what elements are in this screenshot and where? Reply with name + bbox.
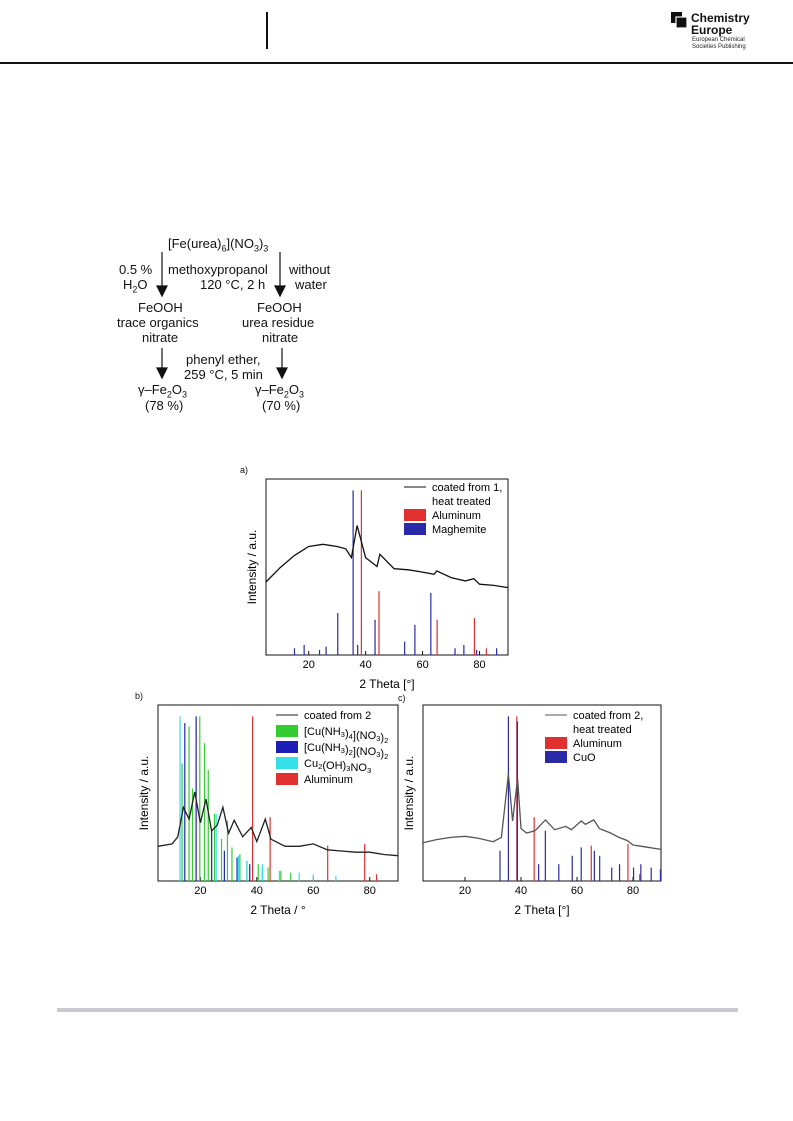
scheme-left-reagent1: 0.5 % <box>119 262 153 277</box>
panel-label-b: b) <box>135 691 144 701</box>
scheme-right-reagent1: without <box>289 262 331 277</box>
chart-a <box>240 473 520 703</box>
legend-label: [Cu(NH3)2](NO3)2 <box>304 742 389 761</box>
legend-swatch <box>404 509 426 521</box>
chart-c <box>395 699 670 929</box>
x-tick-label: 40 <box>250 885 263 897</box>
scheme-step2-a: phenyl ether, <box>186 352 261 367</box>
legend-swatch <box>545 737 567 749</box>
scheme-step2-b: 259 °C, 5 min <box>184 367 263 382</box>
legend-label: coated from 2 <box>304 710 372 722</box>
y-axis-label: Intensity / a.u. <box>245 529 259 605</box>
scheme-right-yield: (70 %) <box>262 398 301 413</box>
scheme-conditions1: 120 °C, 2 h <box>200 277 266 292</box>
scheme-right-reagent2: water <box>295 277 327 292</box>
brand-line1: Chemistry <box>691 11 750 25</box>
legend-swatch <box>276 741 298 753</box>
scheme-left-reagent2: $H_2O$ <box>123 277 148 295</box>
chart-b <box>130 699 405 929</box>
legend-swatch <box>404 523 426 535</box>
measured-curve <box>423 774 661 849</box>
x-axis-label: 2 Theta [°] <box>359 677 415 691</box>
x-tick-label: 20 <box>458 885 472 897</box>
x-tick-label: 60 <box>307 885 320 897</box>
legend-label: Aluminum <box>304 774 353 786</box>
scheme-left-product: $\gamma-Fe_2O_3$ <box>138 382 188 400</box>
legend-label: coated from 2, <box>573 710 644 722</box>
publisher-line1: European Chemical <box>692 37 745 43</box>
scheme-right-inter1: FeOOH <box>257 300 302 315</box>
legend-swatch <box>276 773 298 785</box>
panel-label-a: a) <box>240 465 249 475</box>
header-rule <box>0 62 793 64</box>
scheme-right-product: $\gamma-Fe_2O_3$ <box>255 382 305 400</box>
x-tick-label: 60 <box>416 659 429 671</box>
legend-label-cont: heat treated <box>432 496 491 508</box>
brand-name <box>691 12 750 36</box>
legend-label: coated from 1, <box>432 482 503 494</box>
scheme-right-inter2: urea residue <box>242 315 315 330</box>
reaction-scheme <box>110 230 370 420</box>
x-tick-label: 40 <box>514 885 528 897</box>
scheme-left-inter1: FeOOH <box>138 300 183 315</box>
scheme-solvent: methoxypropanol <box>168 262 268 277</box>
header-divider <box>266 12 268 49</box>
measured-curve <box>158 792 398 856</box>
x-tick-label: 20 <box>194 885 207 897</box>
footer-bar <box>57 1008 738 1012</box>
legend-swatch <box>276 757 298 769</box>
scheme-left-yield: (78 %) <box>145 398 184 413</box>
legend-swatch <box>276 725 298 737</box>
scheme-arrows <box>110 230 370 420</box>
publisher-name <box>692 37 746 51</box>
brand-line2: Europe <box>691 23 733 37</box>
legend-label: Aluminum <box>432 510 481 522</box>
scheme-start-compound: $[Fe(urea)_6](NO_3)_3$ <box>168 236 269 254</box>
chemistry-europe-logo-icon <box>671 12 687 33</box>
scheme-left-inter3: nitrate <box>142 330 179 345</box>
x-tick-label: 80 <box>473 659 486 671</box>
y-axis-label: Intensity / a.u. <box>137 755 151 831</box>
publisher-line2: Societies Publishing <box>692 44 746 50</box>
x-axis-label: 2 Theta [°] <box>514 903 570 917</box>
legend-label-cont: heat treated <box>573 724 632 736</box>
legend-label: [Cu(NH3)4](NO3)2 <box>304 726 389 745</box>
x-tick-label: 80 <box>363 885 376 897</box>
legend-label: Cu2(OH)3NO3 <box>304 758 372 775</box>
legend-label: Maghemite <box>432 524 487 536</box>
legend-label: Aluminum <box>573 738 622 750</box>
x-tick-label: 60 <box>570 885 584 897</box>
x-tick-label: 40 <box>359 659 372 671</box>
legend-swatch <box>545 751 567 763</box>
legend-label: CuO <box>573 752 596 764</box>
x-tick-label: 20 <box>302 659 315 671</box>
scheme-right-inter3: nitrate <box>262 330 299 345</box>
x-axis-label: 2 Theta / ° <box>250 903 306 917</box>
panel-label-c: c) <box>398 693 406 703</box>
x-tick-label: 80 <box>626 885 640 897</box>
y-axis-label: Intensity / a.u. <box>402 755 416 831</box>
scheme-left-inter2: trace organics <box>117 315 199 330</box>
